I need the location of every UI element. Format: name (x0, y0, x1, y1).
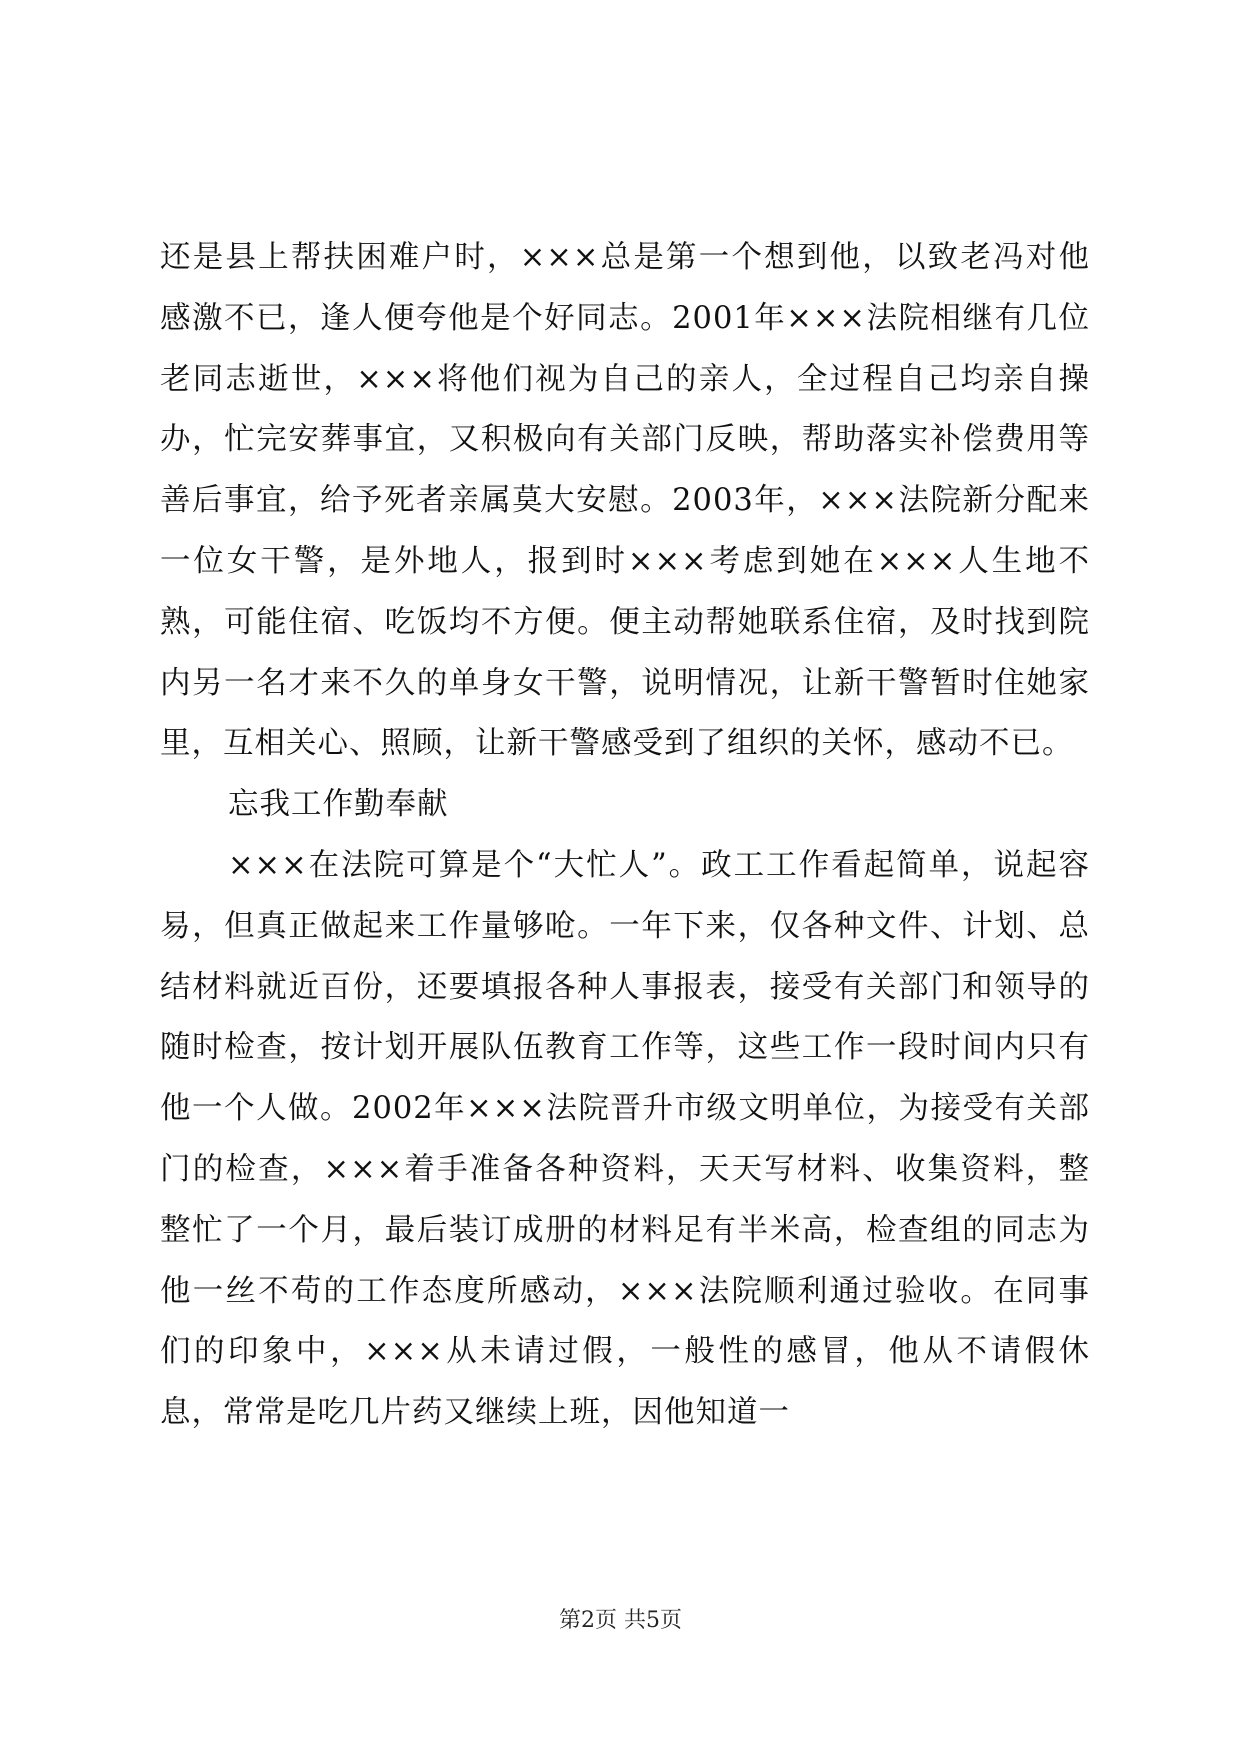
paragraph-continued: 还是县上帮扶困难户时，×××总是第一个想到他，以致老冯对他感激不已，逢人便夸他是个好同志。2001年×××法院相继有几位老同志逝世，×××将他们视为自己的亲人，全过程自己均亲自操办，忙完安葬事宜，又积极向有关部门反映，帮助落实补偿费用等善后事宜，给予死者亲属莫大安慰。2003年，×××法院新分配来一位女干警，是外地人，报到时×××考虑到她在×××人生地不熟，可能住宿、吃饭均不方便。便主动帮她联系住宿，及时找到院内另一名才来不久的单身女干警，说明情况，让新干警暂时住她家里，互相关心、照顾，让新干警感受到了组织的关怀，感动不已。 (160, 240, 1090, 762)
section-heading: 忘我工作勤奉献 (228, 787, 449, 823)
page-footer: 第2页 共5页 (559, 1608, 682, 1633)
document-body (160, 228, 1090, 1444)
paragraph-body: ×××在法院可算是个“大忙人”。政工工作看起简单，说起容易，但真正做起来工作量够呛。一年下来，仅各种文件、计划、总结材料就近百份，还要填报各种人事报表，接受有关部门和领导的随时检查，按计划开展队伍教育工作等，这些工作一段时间内只有他一个人做。2002年×××法院晋升市级文明单位，为接受有关部门的检查，×××着手准备各种资料，天天写材料、收集资料，整整忙了一个月，最后装订成册的材料足有半米高，检查组的同志为他一丝不苟的工作态度所感动，×××法院顺利通过验收。在同事们的印象中，×××从未请过假，一般性的感冒，他从不请假休息，常常是吃几片药又继续上班，因他知道一 (160, 847, 1090, 1431)
